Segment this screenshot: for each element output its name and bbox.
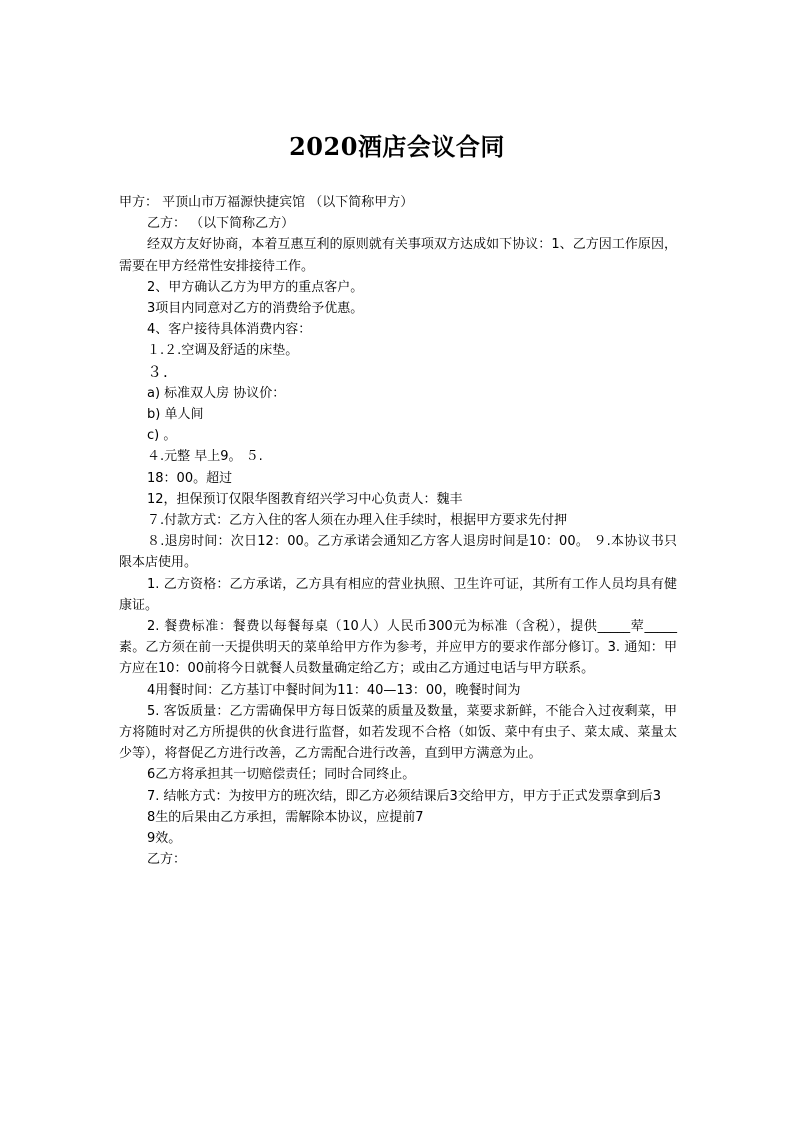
paragraph: a) 标准双人房 协议价： — [147, 385, 286, 401]
paragraph: 5. 客饭质量：乙方需确保甲方每日饭菜的质量及数量，菜要求新鲜，不能合入过夜剩菜，甲方将随时对乙方所提供的伙食进行监督，如若发现不合格（如饭、菜中有虫子、菜太咸、菜量太少等），将督促乙方进行改善，乙方需配合进行改善，直到甲方满意为止。 — [119, 703, 677, 762]
paragraph: 乙方： — [147, 852, 187, 868]
paragraph: ７.付款方式：乙方入住的客人须在办理入住手续时，根据甲方要求先付押 — [147, 513, 568, 529]
paragraph: 7. 结帐方式：为按甲方的班次结，即乙方必须结课后3交给甲方，甲方于正式发票拿到后3 — [147, 788, 662, 804]
paragraph: 18：00。超过 — [147, 470, 233, 486]
paragraph: 9效。 — [147, 831, 182, 847]
paragraph: 3项目内同意对乙方的消费给予优惠。 — [147, 301, 364, 317]
paragraph: 4、客户接待具体消费内容： — [147, 322, 312, 338]
paragraph: b) 单人间 — [147, 407, 204, 423]
paragraph: ８.退房时间：次日12：00。乙方承诺会通知乙方客人退房时间是10：00。 ９.本协议书只限本店使用。 — [119, 534, 677, 571]
paragraph: 甲方： 平顶山市万福源快捷宾馆 （以下简称甲方） — [119, 195, 414, 210]
paragraph: 4用餐时间：乙方基订中餐时间为11：40—13：00，晚餐时间为 — [147, 682, 521, 698]
paragraph: １.２.空调及舒适的床垫。 — [147, 343, 299, 359]
paragraph: 1. 乙方资格：乙方承诺，乙方具有相应的营业执照、卫生许可证，其所有工作人员均具有健康证。 — [119, 576, 677, 613]
paragraph: 12，担保预订仅限华图教育绍兴学习中心负责人：魏丰 — [147, 491, 463, 507]
paragraph: 8生的后果由乙方承担，需解除本协议，应提前7 — [147, 809, 424, 825]
paragraph: ３. — [147, 362, 169, 381]
paragraph: 6乙方将承担其一切赔偿责任；同时合同终止。 — [147, 767, 416, 783]
paragraph: 经双方友好协商，本着互惠互利的原则就有关事项双方达成如下协议：1、乙方因工作原因，需要在甲方经常性安排接待工作。 — [119, 237, 677, 274]
document-body — [119, 192, 677, 871]
paragraph: 乙方： （以下简称乙方） — [147, 216, 295, 232]
paragraph: c) 。 — [147, 428, 177, 444]
paragraph: 2、甲方确认乙方为甲方的重点客户。 — [147, 279, 364, 295]
document-title: 2020酒店会议合同 — [289, 132, 505, 161]
paragraph: ４.元整 早上9。 ５. — [147, 449, 263, 465]
paragraph: 2. 餐费标准：餐费以每餐每桌（10人）人民币300元为标准（含税），提供_____荤_____素。乙方须在前一天提供明天的菜单给甲方作为参考，并应甲方的要求作部分修订。3. 通知：甲方应在10：00前将今日就餐人员数量确定给乙方；或由乙方通过电话与甲方联系。 — [119, 619, 677, 677]
